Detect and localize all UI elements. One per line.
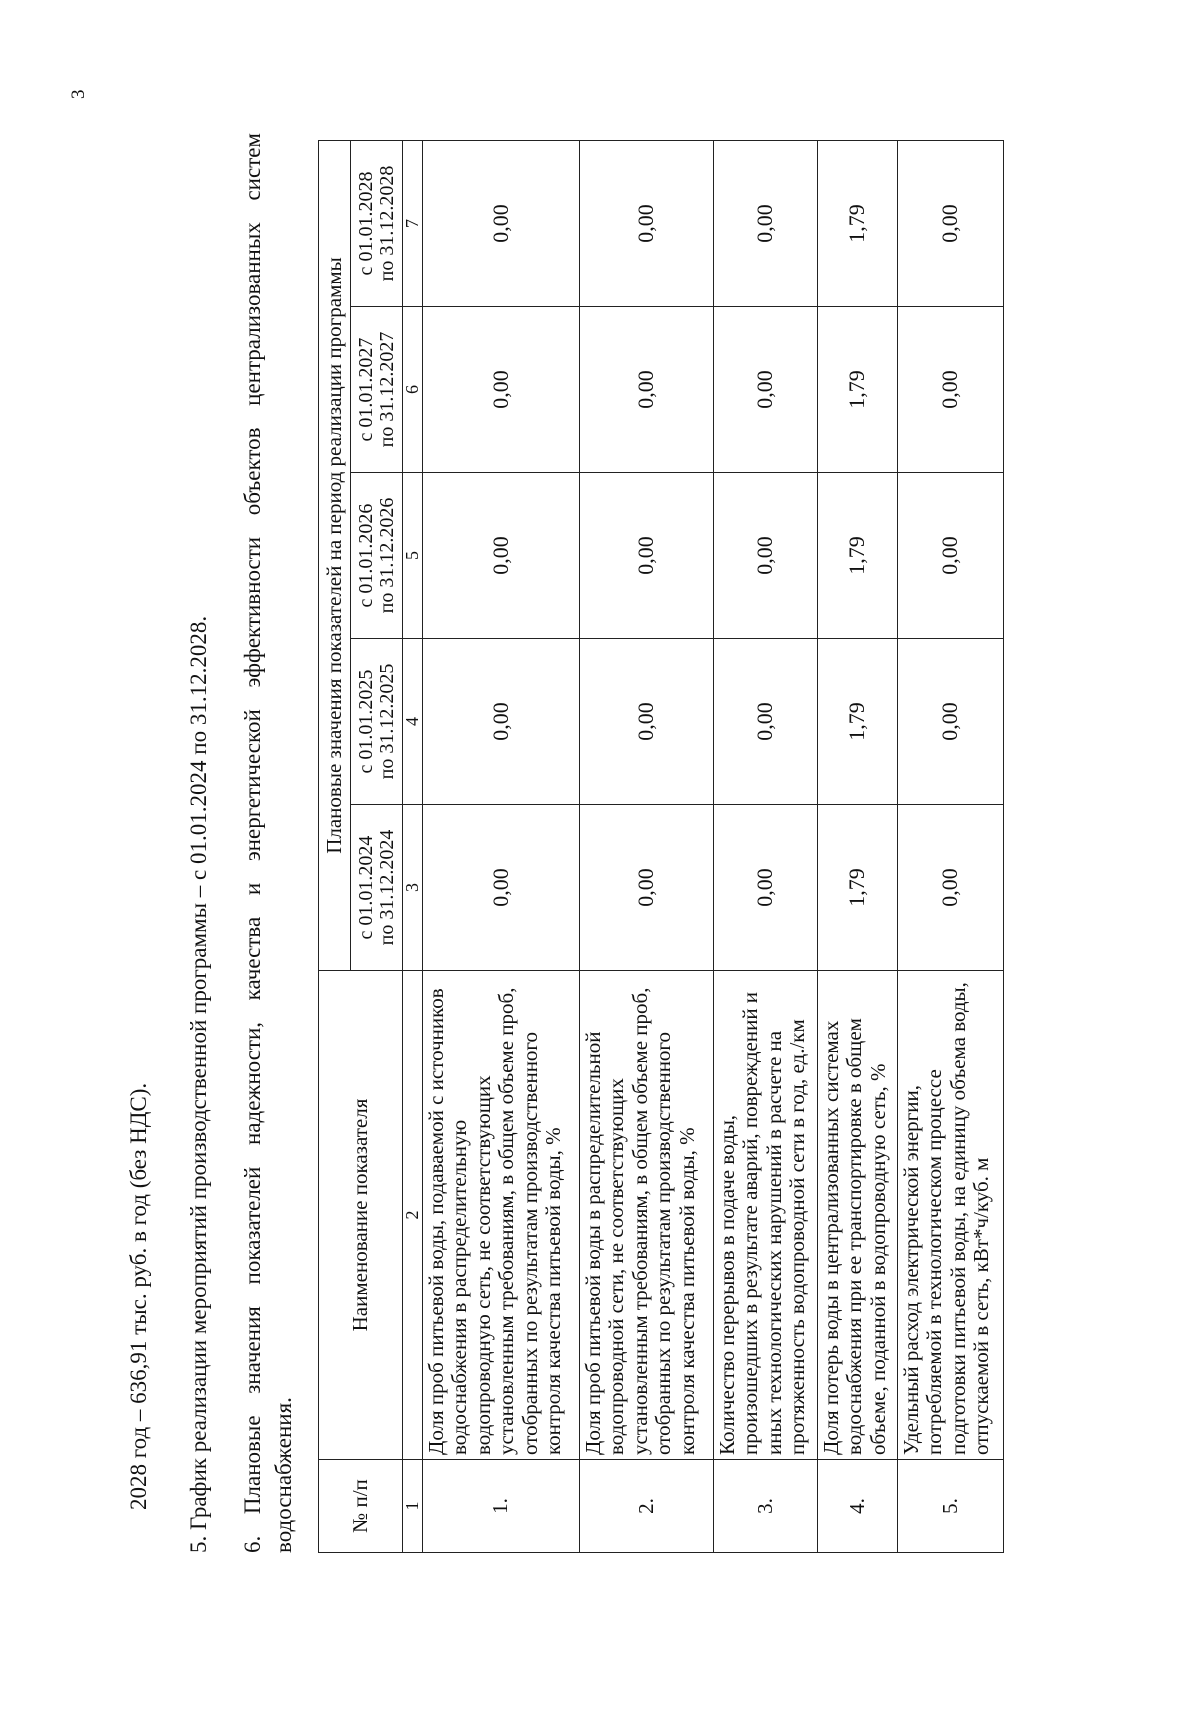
row-value-2024: 0,00 xyxy=(897,805,1003,971)
table-row xyxy=(713,140,817,1552)
row-indicator-name: Доля проб питьевой воды в распределительной водопроводной сети, не соответствующих установленным требованиям, в общем объеме проб, отобранных по результатам производственного контроля качества питьевой воды, % xyxy=(579,971,713,1460)
row-value-2025: 0,00 xyxy=(579,639,713,805)
period-to: по 31.12.2028 xyxy=(375,165,398,282)
header-planned-values: Плановые значения показателей на период реализации программы xyxy=(319,140,351,970)
period-from: с 01.01.2024 xyxy=(354,835,377,940)
row-value-2027: 0,00 xyxy=(713,307,817,473)
row-value-2026: 0,00 xyxy=(579,473,713,639)
row-value-2028: 0,00 xyxy=(897,140,1003,306)
row-value-2028: 0,00 xyxy=(579,140,713,306)
row-value-2024: 1,79 xyxy=(817,805,897,971)
row-number: 2. xyxy=(579,1460,713,1553)
row-value-2024: 0,00 xyxy=(713,805,817,971)
header-period-2025 xyxy=(351,639,403,805)
row-value-2025: 0,00 xyxy=(422,639,579,805)
header-period-2024 xyxy=(351,805,403,971)
table-row xyxy=(422,140,579,1552)
cost-line: 2028 год – 636,91 тыс. руб. в год (без НДС). xyxy=(126,1082,151,1510)
period-from: с 01.01.2025 xyxy=(354,669,377,774)
row-indicator-name: Удельный расход электрической энергии, потребляемой в технологическом процессе подготовки питьевой воды, на единицу объема воды, отпускаемой в сеть, кВт*ч/куб. м xyxy=(897,971,1003,1460)
header-period-2027 xyxy=(351,307,403,473)
column-number: 2 xyxy=(403,971,423,1460)
row-value-2027: 0,00 xyxy=(579,307,713,473)
row-value-2026: 0,00 xyxy=(422,473,579,639)
row-value-2026: 0,00 xyxy=(897,473,1003,639)
period-to: по 31.12.2024 xyxy=(375,829,398,946)
row-number: 5. xyxy=(897,1460,1003,1553)
header-number: № п/п xyxy=(319,1460,403,1553)
row-value-2026: 1,79 xyxy=(817,473,897,639)
column-number: 7 xyxy=(403,140,423,306)
table-row xyxy=(817,140,897,1552)
row-indicator-name: Доля потерь воды в централизованных системах водоснабжения при ее транспортировке в общем объеме, поданной в водопроводную сеть, % xyxy=(817,971,897,1460)
row-indicator-name: Доля проб питьевой воды, подаваемой с источников водоснабжения в распределительную водопроводную сеть, не соответствующих установленным требованиям, в общем объеме проб, отобранных по результатам производственного контроля качества питьевой воды, % xyxy=(422,971,579,1460)
column-number: 3 xyxy=(403,805,423,971)
row-value-2025: 1,79 xyxy=(817,639,897,805)
column-number: 1 xyxy=(403,1460,423,1553)
column-number: 6 xyxy=(403,307,423,473)
page-number: 3 xyxy=(68,89,89,99)
column-number-row xyxy=(403,140,423,1552)
period-to: по 31.12.2026 xyxy=(375,497,398,614)
row-indicator-name: Количество перерывов в подаче воды, произошедших в результате аварий, повреждений и иных технологических нарушений в расчете на протяженность водопроводной сети в год, ед./км xyxy=(713,971,817,1460)
header-period-2026 xyxy=(351,473,403,639)
schedule-paragraph: 5. График реализации мероприятий производственной программы – с 01.01.2024 по 31.12.2028. xyxy=(186,615,211,1553)
period-from: с 01.01.2028 xyxy=(354,171,377,276)
row-value-2028: 0,00 xyxy=(713,140,817,306)
row-value-2028: 1,79 xyxy=(817,140,897,306)
row-value-2027: 1,79 xyxy=(817,307,897,473)
header-period-2028 xyxy=(351,140,403,306)
period-to: по 31.12.2027 xyxy=(375,331,398,448)
indicators-table xyxy=(318,140,1004,1553)
row-value-2024: 0,00 xyxy=(579,805,713,971)
column-number: 5 xyxy=(403,473,423,639)
row-value-2027: 0,00 xyxy=(897,307,1003,473)
row-value-2025: 0,00 xyxy=(897,639,1003,805)
indicators-heading: 6. Плановые значения показателей надежности, качества и энергетической эффективности объектов централизованных систем xyxy=(240,133,265,1553)
row-value-2027: 0,00 xyxy=(422,307,579,473)
column-number: 4 xyxy=(403,639,423,805)
indicators-heading-continued: водоснабжения. xyxy=(271,1397,296,1553)
row-value-2028: 0,00 xyxy=(422,140,579,306)
row-value-2024: 0,00 xyxy=(422,805,579,971)
row-value-2025: 0,00 xyxy=(713,639,817,805)
table-row xyxy=(897,140,1003,1552)
table-row xyxy=(579,140,713,1552)
row-number: 3. xyxy=(713,1460,817,1553)
period-from: с 01.01.2027 xyxy=(354,337,377,442)
period-from: с 01.01.2026 xyxy=(354,503,377,608)
row-number: 4. xyxy=(817,1460,897,1553)
row-value-2026: 0,00 xyxy=(713,473,817,639)
header-indicator-name: Наименование показателя xyxy=(319,971,403,1460)
period-to: по 31.12.2025 xyxy=(375,663,398,780)
row-number: 1. xyxy=(422,1460,579,1553)
